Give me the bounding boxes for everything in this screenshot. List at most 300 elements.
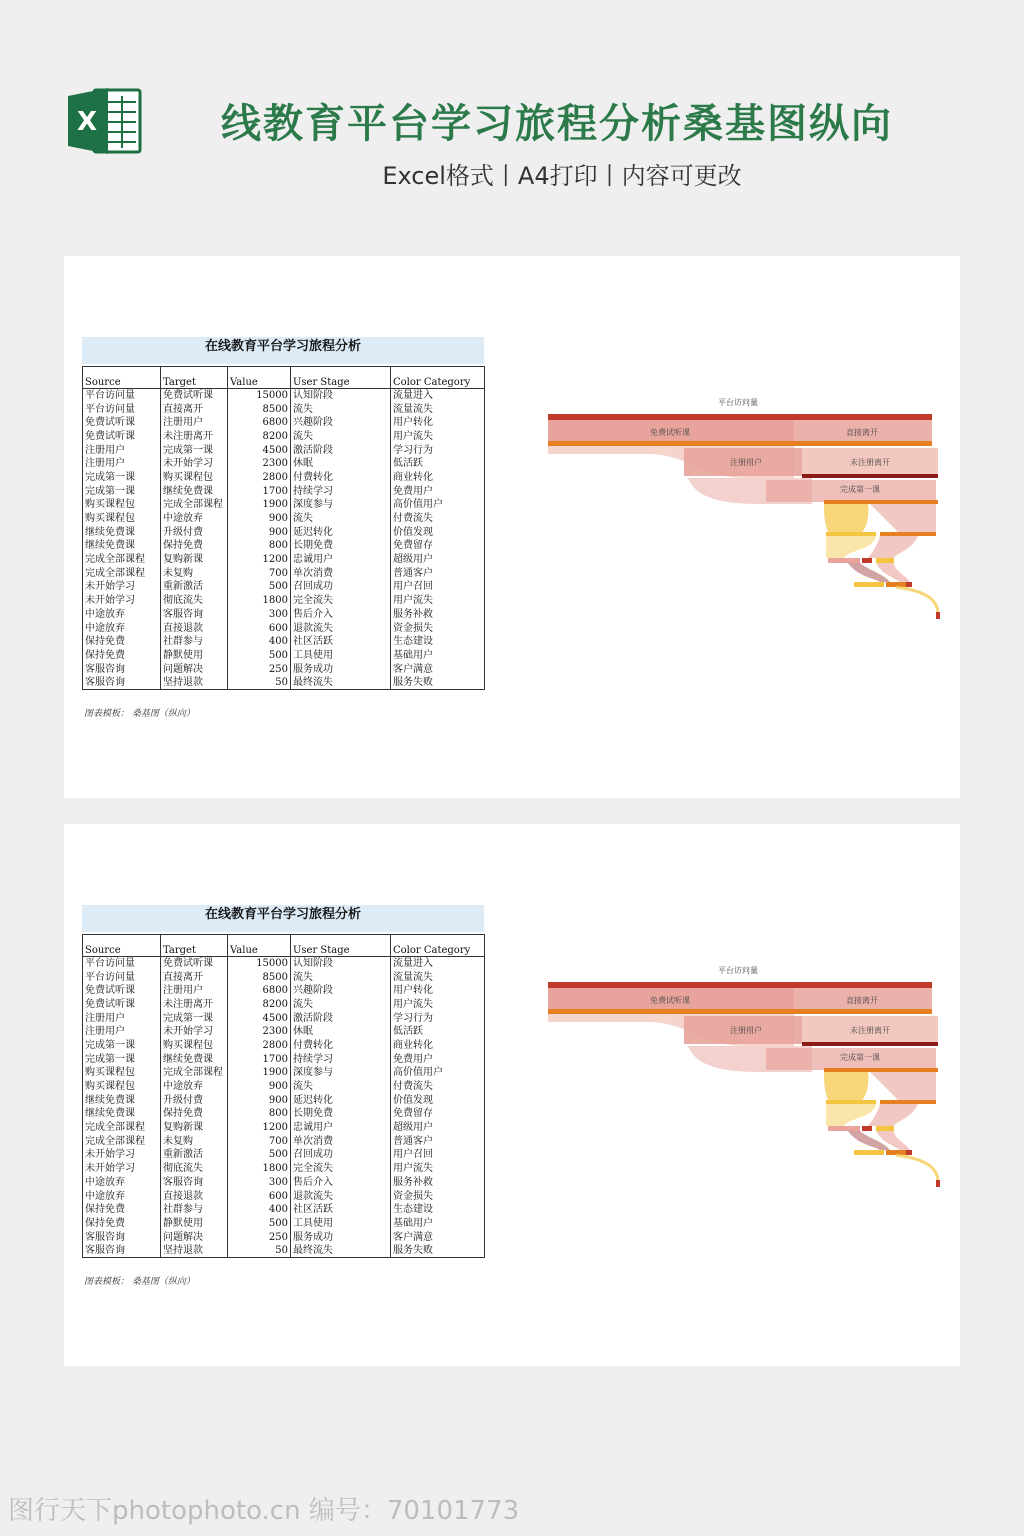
- sheet-preview-2: [64, 824, 960, 1366]
- table-cell: 购买课程包: [83, 498, 161, 512]
- table-row: [83, 553, 485, 567]
- table-row: [83, 1244, 485, 1258]
- sankey-flow-buy-package: [824, 1072, 868, 1100]
- table-cell: 未复购: [161, 1134, 228, 1148]
- table-cell: 600: [228, 1189, 291, 1203]
- table-row: [83, 484, 485, 498]
- table-cell: 完成第一课: [161, 1011, 228, 1025]
- table-cell: 流量流失: [391, 402, 485, 416]
- table-row: [83, 594, 485, 608]
- table-cell: 流失: [291, 998, 391, 1012]
- table-cell: 客户满意: [391, 1230, 485, 1244]
- table-cell: 用户转化: [391, 984, 485, 998]
- table-cell: 重新激活: [161, 1148, 228, 1162]
- sankey-flow-continue-free: [870, 1072, 936, 1100]
- table-cell: 社区活跃: [291, 635, 391, 649]
- table-cell: 静默使用: [161, 1217, 228, 1231]
- table-cell: 8200: [228, 998, 291, 1012]
- sankey-node-refund: [906, 1150, 912, 1155]
- table-row: [83, 1203, 485, 1217]
- sankey-node-label: 平台访问量: [718, 398, 758, 407]
- table-cell: 继续免费课: [161, 1052, 228, 1066]
- table-cell: 完成第一课: [161, 443, 228, 457]
- sankey-node-rebuy: [854, 582, 884, 587]
- sankey-node-free-trial: [548, 1009, 794, 1014]
- table-cell: 免费试听课: [161, 389, 228, 403]
- sankey-node-final-loss: [936, 1180, 940, 1187]
- table-cell: 购买课程包: [83, 1066, 161, 1080]
- table-cell: 直接退款: [161, 1189, 228, 1203]
- table-row: [83, 1025, 485, 1039]
- table-row: [83, 1217, 485, 1231]
- table-row: [83, 443, 485, 457]
- table-cell: 完成第一课: [83, 471, 161, 485]
- sankey-node-root: [548, 982, 932, 988]
- table-row: [83, 621, 485, 635]
- table-row: [83, 457, 485, 471]
- table-cell: 购买课程包: [161, 1039, 228, 1053]
- table-cell: 流失: [291, 512, 391, 526]
- table-cell: 注册用户: [83, 1011, 161, 1025]
- sankey-node-upgrade: [876, 558, 894, 563]
- table-cell: 中途放弃: [161, 512, 228, 526]
- table-cell: 召回成功: [291, 1148, 391, 1162]
- table-cell: 免费留存: [391, 539, 485, 553]
- table-row: [83, 998, 485, 1012]
- table-cell: 流失: [291, 1080, 391, 1094]
- table-cell: 延迟转化: [291, 525, 391, 539]
- table-row: [83, 984, 485, 998]
- table-cell: 学习行为: [391, 1011, 485, 1025]
- sankey-node-free-trial: [548, 441, 794, 446]
- table-cell: 流失: [291, 430, 391, 444]
- page-title: 线教育平台学习旅程分析桑基图纵向: [221, 101, 893, 147]
- table-cell: 400: [228, 635, 291, 649]
- table-row: [83, 580, 485, 594]
- table-cell: 700: [228, 566, 291, 580]
- table-cell: 未开始学习: [83, 1148, 161, 1162]
- sankey-node-keep-free: [886, 1150, 906, 1155]
- table-cell: 完成全部课程: [161, 498, 228, 512]
- table-cell: 资金损失: [391, 1189, 485, 1203]
- table-cell: 用户流失: [391, 1162, 485, 1176]
- table-cell: 1200: [228, 1121, 291, 1135]
- table-cell: 高价值用户: [391, 498, 485, 512]
- table-cell: 1700: [228, 1052, 291, 1066]
- table-row: [83, 416, 485, 430]
- table-cell: 1800: [228, 594, 291, 608]
- table-cell: 500: [228, 649, 291, 663]
- table-cell: 继续免费课: [83, 1107, 161, 1121]
- table-cell: 休眠: [291, 457, 391, 471]
- table-cell: 未开始学习: [161, 1025, 228, 1039]
- sheet-preview-1: [64, 256, 960, 798]
- table-cell: 2800: [228, 1039, 291, 1053]
- table-cell: 注册用户: [161, 416, 228, 430]
- table-cell: 中途放弃: [83, 1176, 161, 1190]
- table-cell: 流失: [291, 402, 391, 416]
- sankey-node-label: 未注册离开: [850, 1026, 890, 1035]
- table-cell: 售后介入: [291, 608, 391, 622]
- table-cell: 完成第一课: [83, 1052, 161, 1066]
- table-cell: 500: [228, 1217, 291, 1231]
- table-cell: 8500: [228, 970, 291, 984]
- table-cell: 服务补救: [391, 1176, 485, 1190]
- sankey-node-label: 未注册离开: [850, 458, 890, 467]
- table-cell: 工具使用: [291, 649, 391, 663]
- table-cell: 完成第一课: [83, 484, 161, 498]
- table-cell: 500: [228, 580, 291, 594]
- page-header: [0, 0, 1024, 230]
- table-cell: 500: [228, 1148, 291, 1162]
- table-row: [83, 1093, 485, 1107]
- sankey-node-upgrade: [876, 1126, 894, 1131]
- sankey-node-unregistered-leave: [802, 1042, 938, 1046]
- sankey-node-direct-leave: [794, 1009, 932, 1014]
- table-cell: 休眠: [291, 1025, 391, 1039]
- table-cell: 付费转化: [291, 471, 391, 485]
- sankey-node-continue-free: [880, 1100, 936, 1104]
- table-cell: 50: [228, 1244, 291, 1258]
- table-cell: 最终流失: [291, 676, 391, 690]
- table-cell: 用户召回: [391, 580, 485, 594]
- chart-caption: 图表模板： 桑基图（纵向）: [84, 1277, 195, 1287]
- sankey-flow-complete-all: [826, 536, 876, 558]
- table-cell: 保持免费: [83, 1217, 161, 1231]
- table-row: [83, 430, 485, 444]
- sankey-node-quit: [862, 1126, 872, 1131]
- table-title: 在线教育平台学习旅程分析: [82, 905, 484, 932]
- table-cell: 继续免费课: [83, 525, 161, 539]
- table-cell: 800: [228, 539, 291, 553]
- table-cell: 单次消费: [291, 566, 391, 580]
- table-cell: 1900: [228, 498, 291, 512]
- table-cell: 问题解决: [161, 662, 228, 676]
- table-cell: 认知阶段: [291, 957, 391, 971]
- table-cell: 继续免费课: [83, 539, 161, 553]
- table-title: 在线教育平台学习旅程分析: [82, 337, 484, 364]
- table-cell: 认知阶段: [291, 389, 391, 403]
- excel-logo-letter: X: [76, 107, 98, 137]
- table-cell: 900: [228, 525, 291, 539]
- table-cell: 客服咨询: [83, 1230, 161, 1244]
- table-cell: 长期免费: [291, 539, 391, 553]
- table-cell: 1200: [228, 553, 291, 567]
- table-row: [83, 1230, 485, 1244]
- table-cell: 兴趣阶段: [291, 416, 391, 430]
- table-cell: 超级用户: [391, 1121, 485, 1135]
- table-cell: 继续免费课: [161, 484, 228, 498]
- table-cell: 900: [228, 1093, 291, 1107]
- table-cell: 复购新课: [161, 1121, 228, 1135]
- table-cell: 免费用户: [391, 484, 485, 498]
- table-cell: 购买课程包: [83, 512, 161, 526]
- table-cell: 300: [228, 1176, 291, 1190]
- sankey-node-direct-leave: [794, 441, 932, 446]
- sankey-node-label: 直接离开: [846, 428, 878, 437]
- column-header: Source: [83, 367, 161, 389]
- table-cell: 退款流失: [291, 621, 391, 635]
- table-cell: 复购新课: [161, 553, 228, 567]
- table-cell: 800: [228, 1107, 291, 1121]
- table-cell: 注册用户: [161, 984, 228, 998]
- table-cell: 用户流失: [391, 430, 485, 444]
- table-cell: 未开始学习: [83, 594, 161, 608]
- table-cell: 服务成功: [291, 1230, 391, 1244]
- table-cell: 完成全部课程: [83, 1134, 161, 1148]
- table-cell: 中途放弃: [83, 608, 161, 622]
- table-cell: 价值发现: [391, 525, 485, 539]
- table-cell: 召回成功: [291, 580, 391, 594]
- table-row: [83, 608, 485, 622]
- table-cell: 资金损失: [391, 621, 485, 635]
- table-cell: 服务失败: [391, 1244, 485, 1258]
- table-cell: 未开始学习: [161, 457, 228, 471]
- table-cell: 免费试听课: [83, 416, 161, 430]
- sankey-flow-continue-free: [870, 504, 936, 532]
- sankey-node-buy-package: [826, 1100, 876, 1104]
- table-cell: 免费留存: [391, 1107, 485, 1121]
- table-cell: 服务补救: [391, 608, 485, 622]
- table-cell: 注册用户: [83, 457, 161, 471]
- table-cell: 保持免费: [161, 539, 228, 553]
- table-body: [83, 389, 485, 690]
- table-cell: 服务成功: [291, 662, 391, 676]
- table-cell: 用户转化: [391, 416, 485, 430]
- table-cell: 付费转化: [291, 1039, 391, 1053]
- sankey-flow-complete-all: [826, 1104, 876, 1126]
- table-cell: 免费试听课: [83, 998, 161, 1012]
- table-cell: 生态建设: [391, 635, 485, 649]
- table-cell: 社群参与: [161, 635, 228, 649]
- table-cell: 用户流失: [391, 594, 485, 608]
- table-cell: 激活阶段: [291, 443, 391, 457]
- table-cell: 15000: [228, 957, 291, 971]
- table-cell: 直接离开: [161, 970, 228, 984]
- table-cell: 低活跃: [391, 457, 485, 471]
- table-cell: 保持免费: [83, 1203, 161, 1217]
- table-cell: 2300: [228, 1025, 291, 1039]
- sankey-flow-buy-package: [824, 504, 868, 532]
- table-cell: 250: [228, 1230, 291, 1244]
- table-cell: 流量流失: [391, 970, 485, 984]
- table-cell: 完成全部课程: [83, 553, 161, 567]
- table-cell: 超级用户: [391, 553, 485, 567]
- table-cell: 保持免费: [83, 635, 161, 649]
- table-row: [83, 1176, 485, 1190]
- table-cell: 售后介入: [291, 1176, 391, 1190]
- table-cell: 学习行为: [391, 443, 485, 457]
- table-cell: 忠诚用户: [291, 1121, 391, 1135]
- sankey-node-buy-package: [826, 532, 876, 536]
- table-row: [83, 512, 485, 526]
- table-row: [83, 957, 485, 971]
- sankey-node-label: 注册用户: [730, 1026, 762, 1035]
- table-cell: 流失: [291, 970, 391, 984]
- table-row: [83, 1011, 485, 1025]
- table-cell: 250: [228, 662, 291, 676]
- table-header-row: [83, 367, 485, 389]
- table-cell: 用户召回: [391, 1148, 485, 1162]
- sankey-node-first-lesson: [824, 500, 938, 504]
- table-cell: 未开始学习: [83, 580, 161, 594]
- sankey-node-label: 直接离开: [846, 996, 878, 1005]
- sankey-node-label: 注册用户: [730, 458, 762, 467]
- table-cell: 彻底流失: [161, 1162, 228, 1176]
- table-cell: 社区活跃: [291, 1203, 391, 1217]
- sankey-node-label: 免费试听课: [650, 996, 690, 1005]
- table-row: [83, 1121, 485, 1135]
- table-body: [83, 957, 485, 1258]
- table-cell: 客服咨询: [83, 662, 161, 676]
- table-row: [83, 1052, 485, 1066]
- table-cell: 普通客户: [391, 566, 485, 580]
- column-header: Target: [161, 367, 228, 389]
- sankey-node-complete-all: [828, 1126, 860, 1131]
- table-cell: 平台访问量: [83, 957, 161, 971]
- table-cell: 服务失败: [391, 676, 485, 690]
- sankey-node-label: 免费试听课: [650, 428, 690, 437]
- table-row: [83, 1148, 485, 1162]
- table-cell: 保持免费: [83, 649, 161, 663]
- table-cell: 600: [228, 621, 291, 635]
- table-row: [83, 389, 485, 403]
- table-cell: 直接退款: [161, 621, 228, 635]
- table-cell: 社群参与: [161, 1203, 228, 1217]
- table-cell: 基础用户: [391, 649, 485, 663]
- table-cell: 最终流失: [291, 1244, 391, 1258]
- table-cell: 客服咨询: [161, 608, 228, 622]
- table-cell: 持续学习: [291, 484, 391, 498]
- table-cell: 坚持退款: [161, 676, 228, 690]
- table-cell: 升级付费: [161, 525, 228, 539]
- sankey-node-first-lesson: [824, 1068, 938, 1072]
- table-cell: 4500: [228, 1011, 291, 1025]
- table-row: [83, 1162, 485, 1176]
- table-cell: 注册用户: [83, 443, 161, 457]
- sankey-node-unregistered-leave: [802, 474, 938, 478]
- column-header: Target: [161, 935, 228, 957]
- table-cell: 延迟转化: [291, 1093, 391, 1107]
- table-row: [83, 676, 485, 690]
- data-table: [82, 366, 485, 690]
- table-row: [83, 970, 485, 984]
- table-cell: 免费试听课: [161, 957, 228, 971]
- table-cell: 平台访问量: [83, 389, 161, 403]
- table-cell: 2300: [228, 457, 291, 471]
- sankey-flow-service: [896, 587, 938, 614]
- column-header: Value: [228, 367, 291, 389]
- sankey-node-refund: [906, 582, 912, 587]
- table-cell: 长期免费: [291, 1107, 391, 1121]
- table-cell: 重新激活: [161, 580, 228, 594]
- table-cell: 400: [228, 1203, 291, 1217]
- table-cell: 1900: [228, 1066, 291, 1080]
- table-row: [83, 471, 485, 485]
- sankey-node-quit: [862, 558, 872, 563]
- column-header: Color Category: [391, 367, 485, 389]
- table-cell: 1800: [228, 1162, 291, 1176]
- table-cell: 静默使用: [161, 649, 228, 663]
- table-cell: 完成全部课程: [161, 1066, 228, 1080]
- table-cell: 900: [228, 1080, 291, 1094]
- table-row: [83, 1189, 485, 1203]
- sankey-flow-service: [896, 1155, 938, 1182]
- table-cell: 900: [228, 512, 291, 526]
- table-cell: 付费流失: [391, 1080, 485, 1094]
- data-table: [82, 934, 485, 1258]
- sankey-node-keep-free: [886, 582, 906, 587]
- table-cell: 中途放弃: [161, 1080, 228, 1094]
- table-cell: 免费试听课: [83, 430, 161, 444]
- column-header: Value: [228, 935, 291, 957]
- table-cell: 单次消费: [291, 1134, 391, 1148]
- table-cell: 客户满意: [391, 662, 485, 676]
- sankey-node-complete-all: [828, 558, 860, 563]
- table-cell: 生态建设: [391, 1203, 485, 1217]
- table-cell: 客服咨询: [83, 676, 161, 690]
- table-cell: 彻底流失: [161, 594, 228, 608]
- sankey-node-continue-free: [880, 532, 936, 536]
- table-cell: 低活跃: [391, 1025, 485, 1039]
- table-cell: 客服咨询: [161, 1176, 228, 1190]
- table-cell: 深度参与: [291, 498, 391, 512]
- table-cell: 15000: [228, 389, 291, 403]
- table-cell: 完成全部课程: [83, 566, 161, 580]
- column-header: User Stage: [291, 367, 391, 389]
- column-header: Color Category: [391, 935, 485, 957]
- table-row: [83, 1066, 485, 1080]
- table-cell: 平台访问量: [83, 402, 161, 416]
- sankey-chart: [548, 392, 948, 632]
- table-cell: 注册用户: [83, 1025, 161, 1039]
- table-row: [83, 1080, 485, 1094]
- sankey-flow-upgrade: [868, 536, 918, 558]
- table-cell: 购买课程包: [161, 471, 228, 485]
- table-cell: 流量进入: [391, 957, 485, 971]
- table-cell: 4500: [228, 443, 291, 457]
- table-cell: 流量进入: [391, 389, 485, 403]
- table-row: [83, 498, 485, 512]
- table-cell: 8200: [228, 430, 291, 444]
- table-cell: 商业转化: [391, 471, 485, 485]
- table-cell: 付费流失: [391, 512, 485, 526]
- table-row: [83, 649, 485, 663]
- table-cell: 激活阶段: [291, 1011, 391, 1025]
- column-header: User Stage: [291, 935, 391, 957]
- table-cell: 2800: [228, 471, 291, 485]
- table-cell: 未注册离开: [161, 998, 228, 1012]
- sankey-flow-upgrade: [868, 1104, 918, 1126]
- table-cell: 中途放弃: [83, 1189, 161, 1203]
- table-cell: 兴趣阶段: [291, 984, 391, 998]
- table-cell: 未复购: [161, 566, 228, 580]
- sankey-node-label: 完成第一课: [840, 485, 880, 494]
- table-cell: 保持免费: [161, 1107, 228, 1121]
- table-cell: 退款流失: [291, 1189, 391, 1203]
- table-row: [83, 635, 485, 649]
- table-cell: 直接离开: [161, 402, 228, 416]
- table-cell: 未开始学习: [83, 1162, 161, 1176]
- chart-caption: 图表模板： 桑基图（纵向）: [84, 709, 195, 719]
- sankey-node-label: 完成第一课: [840, 1053, 880, 1062]
- table-cell: 继续免费课: [83, 1093, 161, 1107]
- table-cell: 1700: [228, 484, 291, 498]
- watermark-text: 图行天下photophoto.cn 编号：70101773: [8, 1496, 520, 1526]
- table-cell: 6800: [228, 416, 291, 430]
- table-cell: 高价值用户: [391, 1066, 485, 1080]
- table-cell: 完全流失: [291, 1162, 391, 1176]
